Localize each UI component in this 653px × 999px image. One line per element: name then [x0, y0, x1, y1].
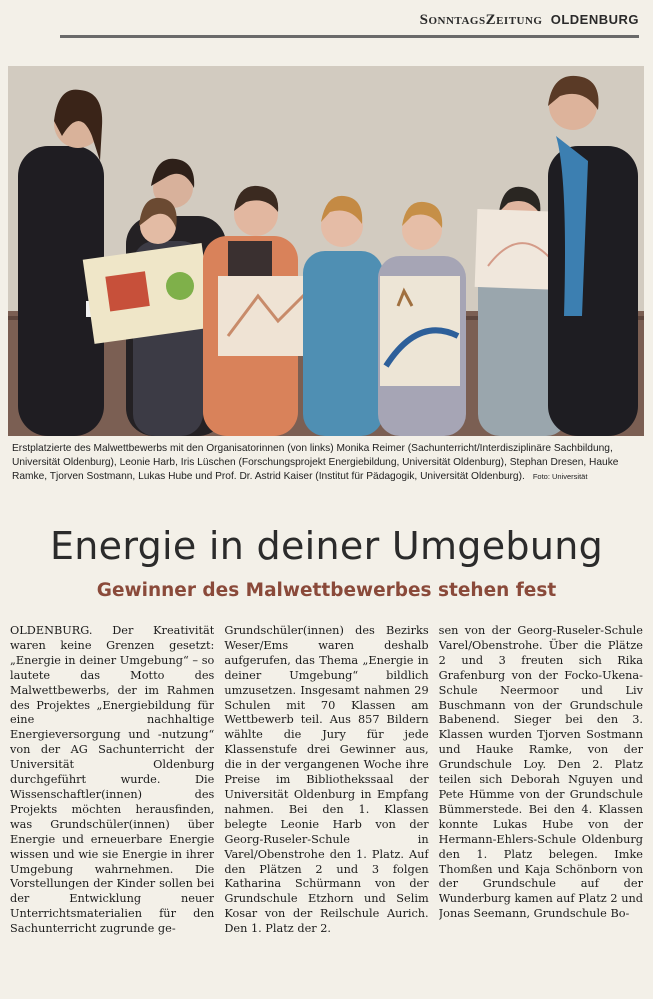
article-column-3: sen von der Georg-Ruseler-Schule Varel/Obenstrohe. Über die Plätze 2 und 3 freuten sich Rika Grafenburg von der Focko-Ukena-Schule Neermoor und Liv Buschmann von der Grundschule Babenend. Sieger bei den 3. Klassen wurden Tjorven Sostmann und Hauke Ramke, von der Grundschule Loy. Den 2. Platz teilen sich Deborah Nguyen und Pete Hümme von der Grundschule Bümmerstede. Bei den 4. Klassen konnte Lukas Hube von der Hermann-Ehlers-Schule Oldenburg den 1. Platz belegen. Imke Thomßen und Kaja Schönborn von der Grundschule auf der Wunderburg kamen auf Platz 2 und Jonas Seemann, Grundschule Bo- — [438, 624, 643, 921]
newspaper-city: OLDENBURG — [550, 12, 639, 27]
article-column-2: Grundschüler(innen) des Bezirks Weser/Ems waren deshalb aufgerufen, das Thema „Energie in deiner Umgebung“ bildlich umzusetzen. Insgesamt nahmen 29 Schulen mit 70 Klassen am Wettbewerb teil. Aus 857 Bildern wählte die Jury für jede Klassenstufe drei Gewinner aus, die in der vergangenen Woche ihre Preise im Bibliothekssaal der Universität Oldenburg in Empfang nahmen. Bei den 1. Klassen belegte Leonie Harb von der Georg-Ruseler-Schule in Varel/Obenstrohe den 1. Platz. Auf den Plätzen 2 und 3 folgen Katharina Schürmann von der Grundschule Etzhorn und Selim Kosar von der Reilschule Aurich. Den 1. Platz der 2. — [224, 624, 429, 936]
photo-caption — [12, 442, 642, 484]
article-subheadline: Gewinner des Malwettbewerbes stehen fest — [96, 580, 557, 601]
article-headline: Energie in deiner Umgebung — [49, 524, 604, 568]
group-photo — [8, 66, 644, 436]
article-column-1: OLDENBURG. Der Kreativität waren keine Grenzen gesetzt: „Energie in deiner Umgebung“ – so lautete das Motto des Malwettbewerbs, der im Rahmen des Projektes „Energiebildung für eine nachhaltige Energieversorgung und -nutzung“ von der AG Sachunterricht der Universität Oldenburg durchgeführt wurde. Die Wissenschaftler(innen) des Projekts möchten herausfinden, was Grundschüler(innen) über Energie und erneuerbare Energie wissen und wie sie Energie in ihrer Umgebung wahrnehmen. Die Vorstellungen der Kinder sollen bei der Entwicklung neuer Unterrichtsmaterialien für den Sachunterricht zugrunde ge- — [10, 624, 215, 936]
newspaper-name: SonntagsZeitung — [419, 12, 543, 28]
masthead — [0, 0, 653, 44]
newspaper-brand — [420, 12, 639, 29]
article-body — [10, 624, 643, 999]
caption-text: Erstplatzierte des Malwettbewerbs mit den Organisatorinnen (von links) Monika Reimer (Sachunterricht/Interdisziplinäre Sachbildung, Universität Oldenburg), Leonie Harb, Iris Lüschen (Forschungsprojekt Energiebildung, Universität Oldenburg), Stephan Dresen, Hauke Ramke, Tjorven Sostmann, Lukas Hube und Prof. Dr. Astrid Kaiser (Institut für Pädagogik, Universität Oldenburg). — [12, 443, 619, 482]
photo-credit: Foto: Universität — [532, 472, 588, 481]
group-photo-image — [8, 66, 644, 436]
masthead-rule — [60, 35, 639, 38]
